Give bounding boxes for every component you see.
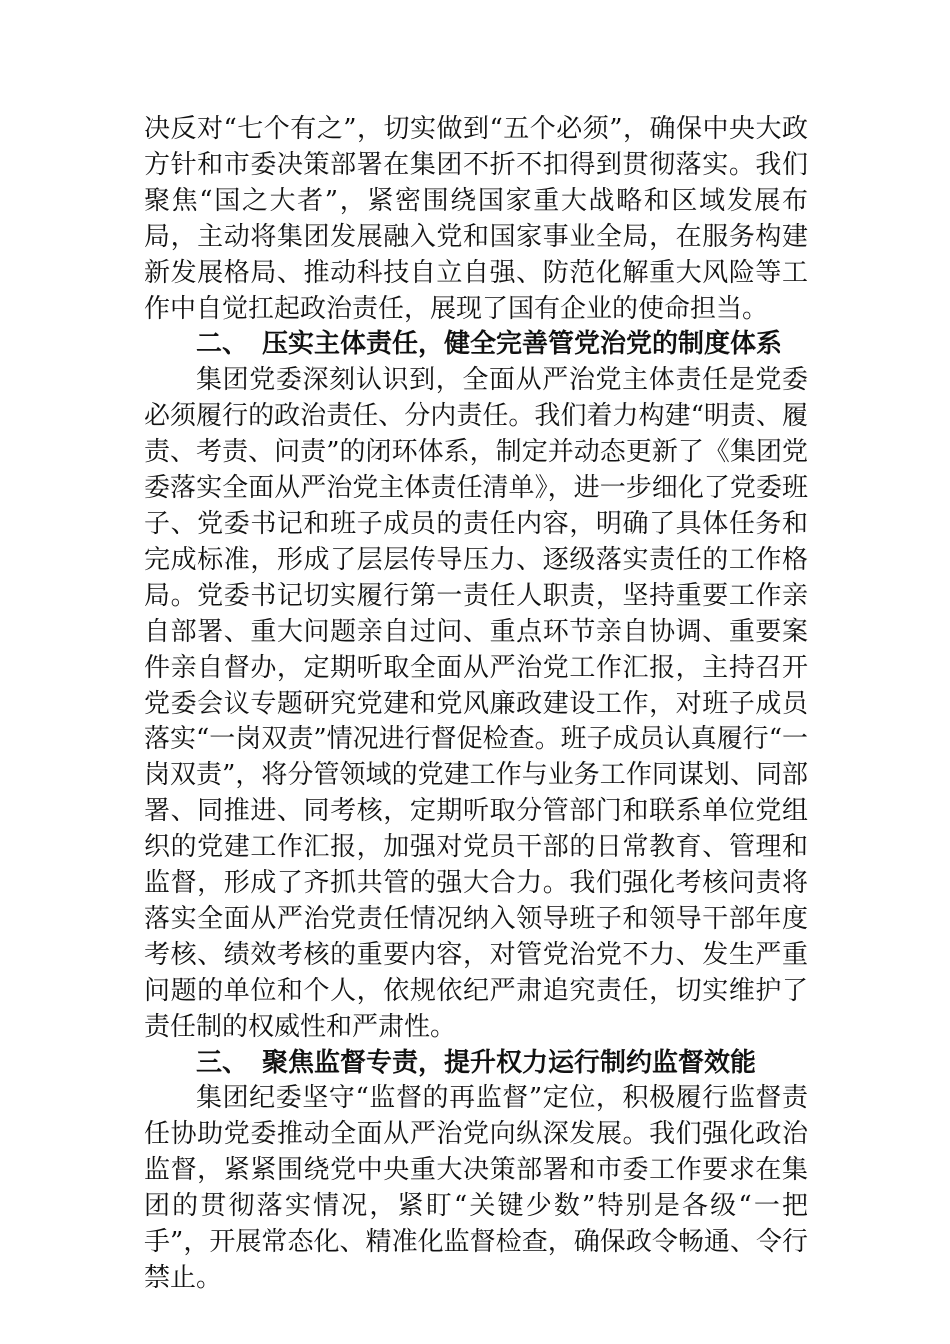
paragraph-1: 决反对“七个有之”，切实做到“五个必须”，确保中央大政方针和市委决策部署在集团不折不扣得到贯彻落实。我们聚焦“国之大者”，紧密围绕国家重大战略和区域发展布局，主动将集团发展融入党和国家事业全局，在服务构建新发展格局、推动科技自立自强、防范化解重大风险等工作中自觉扛起政治责任，展现了国有企业的使命担当。 — [144, 114, 808, 324]
section-3-heading — [144, 1046, 808, 1082]
section-2-heading — [144, 327, 808, 363]
section-2-title: 压实主体责任，健全完善管党治党的制度体系 — [262, 329, 783, 360]
section-2-number: 二、 — [196, 329, 249, 360]
section-3-title: 聚焦监督专责，提升权力运行制约监督效能 — [262, 1047, 757, 1078]
section-2-body: 集团党委深刻认识到，全面从严治党主体责任是党委必须履行的政治责任、分内责任。我们着力构建“明责、履责、考责、问责”的闭环体系，制定并动态更新了《集团党委落实全面从严治党主体责任清单》，进一步细化了党委班子、党委书记和班子成员的责任内容，明确了具体任务和完成标准，形成了层层传导压力、逐级落实责任的工作格局。党委书记切实履行第一责任人职责，坚持重要工作亲自部署、重大问题亲自过问、重点环节亲自协调、重要案件亲自督办，定期听取全面从严治党工作汇报，主持召开党委会议专题研究党建和党风廉政建设工作，对班子成员落实“一岗双责”情况进行督促检查。班子成员认真履行“一岗双责”，将分管领域的党建工作与业务工作同谋划、同部署、同推进、同考核，定期听取分管部门和联系单位党组织的党建工作汇报，加强对党员干部的日常教育、管理和监督，形成了齐抓共管的强大合力。我们强化考核问责将落实全面从严治党责任情况纳入领导班子和领导干部年度考核、绩效考核的重要内容，对管党治党不力、发生严重问题的单位和个人，依规依纪严肃追究责任，切实维护了责任制的权威性和严肃性。 — [144, 365, 808, 1042]
section-3-body: 集团纪委坚守“监督的再监督”定位，积极履行监督责任协助党委推动全面从严治党向纵深发展。我们强化政治监督，紧紧围绕党中央重大决策部署和市委工作要求在集团的贯彻落实情况，紧盯“关键少数”特别是各级“一把手”，开展常态化、精准化监督检查，确保政令畅通、令行禁止。 — [144, 1083, 808, 1293]
document-body — [144, 112, 808, 1297]
section-3-number: 三、 — [196, 1047, 249, 1078]
